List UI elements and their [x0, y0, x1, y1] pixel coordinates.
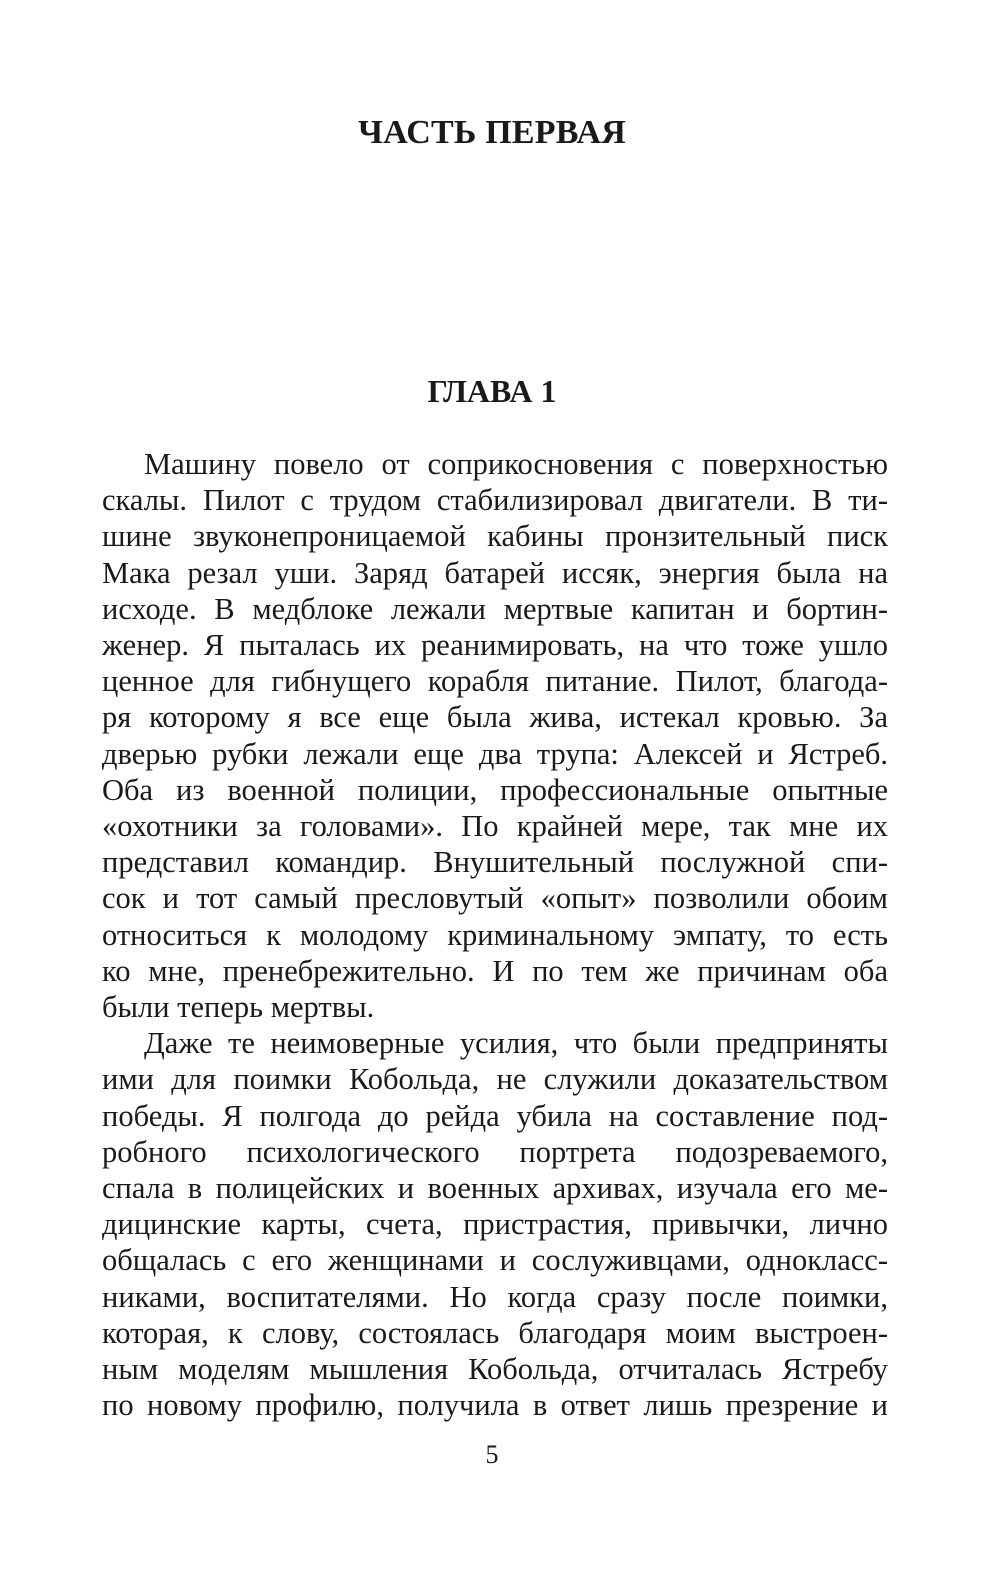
page-number: 5	[485, 1440, 499, 1469]
text-line: общалась с его женщинами и сослуживцами, однокласс-	[102, 1243, 888, 1278]
text-line: робного психологического портрета подозреваемого,	[102, 1134, 888, 1169]
paragraph-1	[102, 446, 888, 1025]
part-title: ЧАСТЬ ПЕРВАЯ	[358, 114, 626, 151]
text-line: скалы. Пилот с трудом стабилизировал двигатели. В ти-	[102, 483, 888, 518]
text-line: шине звуконепроницаемой кабины пронзительный писк	[102, 519, 888, 554]
text-line: Машину повело от соприкосновения с поверхностью	[144, 447, 888, 481]
text-line: женер. Я пыталась их реанимировать, на что тоже ушло	[102, 628, 888, 663]
text-line: победы. Я полгода до рейда убила на составление под-	[102, 1098, 888, 1133]
text-line: ими для поимки Кобольда, не служили доказательством	[102, 1062, 888, 1097]
text-line: относиться к молодому криминальному эмпату, то есть	[102, 917, 888, 952]
text-line: Даже те неимоверные усилия, что были предприняты	[144, 1026, 888, 1061]
text-line: были теперь мертвы.	[102, 990, 375, 1025]
text-line: спала в полицейских и военных архивах, изучала его ме-	[102, 1171, 888, 1206]
text-line: ценное для гибнущего корабля питание. Пилот, благода-	[102, 664, 888, 699]
chapter-body	[102, 446, 888, 1423]
text-line: исходе. В медблоке лежали мертвые капитан и бортин-	[102, 591, 888, 626]
text-line: никами, воспитателями. Но когда сразу после поимки,	[102, 1279, 888, 1314]
text-line: ря которому я все еще была жива, истекал кровью. За	[102, 700, 888, 735]
text-line: дверью рубки лежали еще два трупа: Алексей и Ястреб.	[102, 736, 888, 771]
text-line: «охотники за головами». По крайней мере, так мне их	[102, 809, 888, 844]
text-line: которая, к слову, состоялась благодаря моим выстроен-	[102, 1315, 888, 1350]
paragraph-2	[102, 1025, 888, 1423]
text-line: Оба из военной полиции, профессиональные опытные	[102, 772, 888, 807]
text-line: ко мне, пренебрежительно. И по тем же причинам оба	[102, 953, 888, 988]
chapter-title: ГЛАВА 1	[427, 373, 557, 409]
text-line: ным моделям мышления Кобольда, отчиталась Ястребу	[102, 1352, 888, 1387]
text-line: представил командир. Внушительный послужной спи-	[102, 845, 888, 880]
text-line: Мака резал уши. Заряд батарей иссяк, энергия была на	[102, 555, 888, 590]
text-line: по новому профилю, получила в ответ лишь презрение и	[102, 1388, 888, 1423]
text-line: дицинские карты, счета, пристрастия, привычки, лично	[102, 1207, 888, 1242]
text-line: сок и тот самый пресловутый «опыт» позволили обоим	[102, 881, 888, 916]
